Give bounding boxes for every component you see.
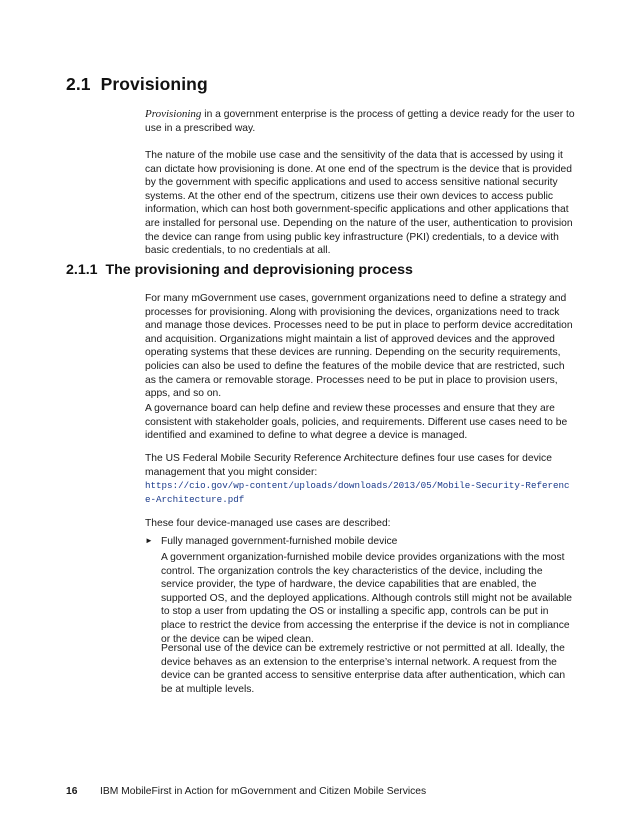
reference-url: https://cio.gov/wp-content/uploads/downloads/2013/05/Mobile-Security-Reference-Architecture.pdf (145, 480, 570, 505)
bullet-1-paragraph-2 (161, 642, 575, 696)
section-number: 2.1 (66, 74, 91, 94)
book-title: IBM MobileFirst in Action for mGovernment and Citizen Mobile Services (100, 786, 427, 797)
subsection-title: The provisioning and deprovisioning process (105, 262, 413, 278)
reference-url-block (145, 479, 575, 506)
paragraph-text: A governance board can help define and review these processes and ensure that they are consistent with stakeholder goals, policies, and requirements. Different use cases need to be identified and examined to define to what degree a device is managed. (145, 403, 568, 442)
section-title: Provisioning (100, 74, 208, 94)
subsection-heading (66, 262, 413, 278)
subsection-paragraph-3 (145, 452, 575, 479)
paragraph-text: Personal use of the device can be extremely restrictive or not permitted at all. Ideally, the device behaves as an extension to the enterprise’s internal network. A request from the device can be granted access to sensitive enterprise data after authentication, which can be at multiple levels. (161, 643, 566, 695)
paragraph-text: For many mGovernment use cases, government organizations need to define a strategy and processes for provisioning. Along with provisioning the devices, organizations need to track and manage those devices. Processes need to be put in place to perform device accreditation and acquisition. Organizations might maintain a list of approved devices and the approved operating systems that these devices are running. Depending on the security requirements, policies can also be used to define the features of the mobile device that are restricted, such as the camera or removable storage. Processes need to be put in place to provision users, apps, and so on. (145, 293, 573, 400)
page-footer (66, 786, 426, 797)
bullet-triangle-icon: ► (145, 536, 153, 545)
section-intro-paragraph (145, 108, 575, 135)
defined-term: Provisioning (145, 108, 202, 120)
subsection-paragraph-4 (145, 517, 575, 531)
section-paragraph-2 (145, 149, 575, 258)
bullet-text: Fully managed government-furnished mobile device (161, 536, 398, 547)
bullet-1-paragraph-1 (161, 551, 575, 646)
intro-text: in a government enterprise is the process of getting a device ready for the user to use in a prescribed way. (145, 109, 575, 134)
section-heading (66, 74, 208, 95)
paragraph-text: These four device-managed use cases are described: (145, 518, 391, 529)
subsection-paragraph-1 (145, 292, 575, 401)
subsection-paragraph-2 (145, 402, 575, 443)
subsection-number: 2.1.1 (66, 262, 98, 278)
bullet-item-1 (145, 534, 575, 549)
paragraph-text: The nature of the mobile use case and the sensitivity of the data that is accessed by using it can dictate how provisioning is done. At one end of the spectrum is the device that is provided by the government with specific applications and used to access sensitive national security systems. At the other end of the spectrum, citizens use their own devices to access public information, which can host both government-specific applications and other applications that are installed for personal use. Depending on the nature of the user, authentication to provision the device can range from using public key infrastructure (PKI) credentials, to a device with basic credentials, to no credentials at all. (145, 150, 573, 257)
page-number: 16 (66, 786, 78, 797)
paragraph-text: The US Federal Mobile Security Reference Architecture defines four use cases for device management that you might consider: (145, 453, 552, 478)
paragraph-text: A government organization-furnished mobile device provides organizations with the most control. The organization controls the key characteristics of the device, including the service provider, the type of hardware, the device capabilities that are enabled, the supported OS, and the deployed applications. Although controls still might not be available to stop a user from updating the OS or installing a specific app, controls can be put in place to restrict the device from accessing the enterprise if the device is not in compliance or the device can be wiped clean. (161, 552, 572, 645)
